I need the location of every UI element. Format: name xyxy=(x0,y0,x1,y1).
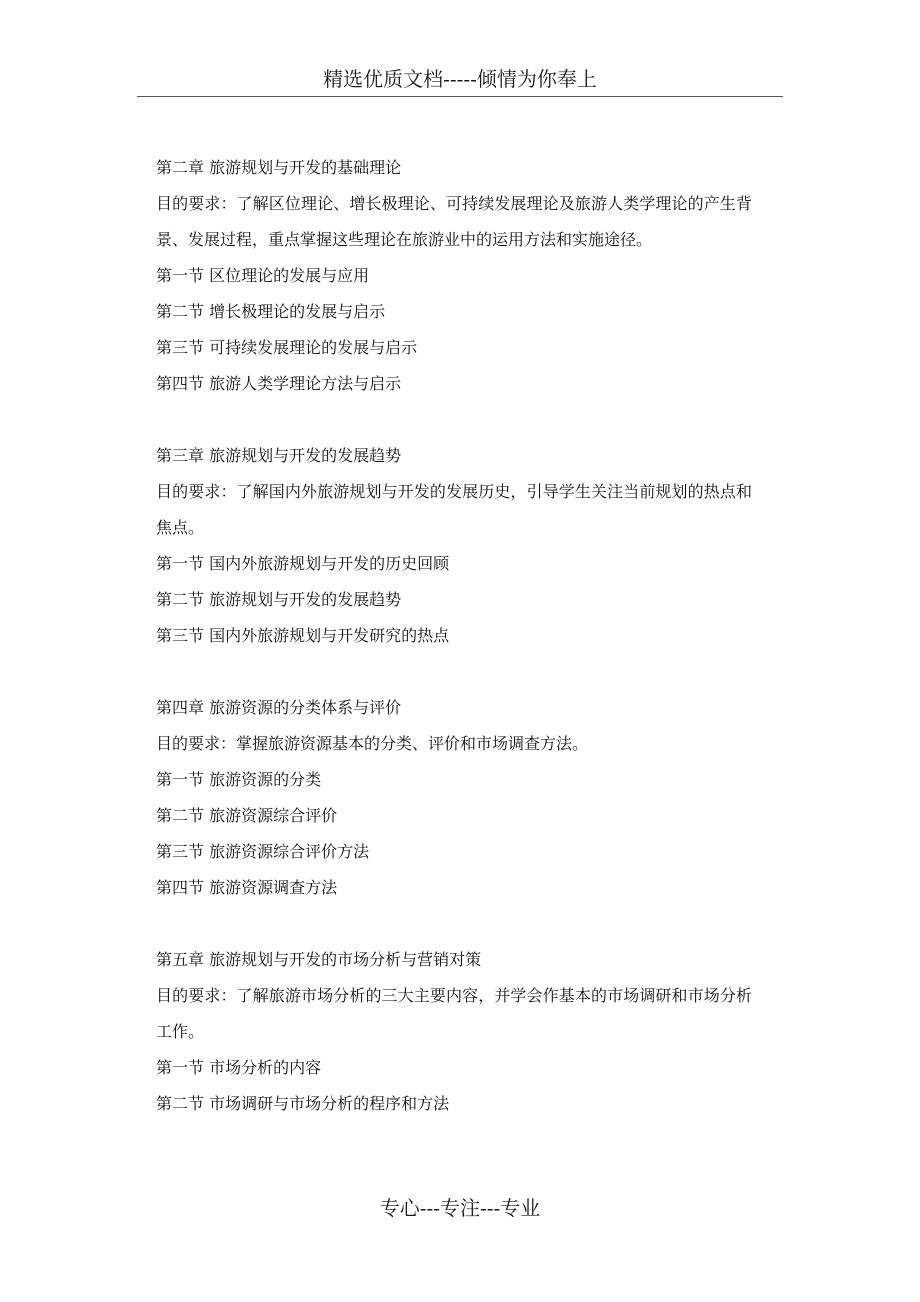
section-item: 第二节 市场调研与市场分析的程序和方法 xyxy=(156,1094,450,1113)
section-item: 第二节 旅游规划与开发的发展趋势 xyxy=(156,590,402,609)
chapter-4 xyxy=(156,690,756,906)
section-item: 第三节 可持续发展理论的发展与启示 xyxy=(156,338,418,357)
page-header xyxy=(137,62,783,97)
section-item: 第二节 旅游资源综合评价 xyxy=(156,806,338,825)
chapter-3 xyxy=(156,438,756,654)
document-body xyxy=(156,150,756,1158)
chapter-title: 第五章 旅游规划与开发的市场分析与营销对策 xyxy=(156,950,482,969)
section-item: 第一节 旅游资源的分类 xyxy=(156,770,322,789)
section-item: 第一节 国内外旅游规划与开发的历史回顾 xyxy=(156,554,450,573)
section-item: 第一节 市场分析的内容 xyxy=(156,1058,322,1077)
chapter-purpose: 目的要求：了解旅游市场分析的三大主要内容，并学会作基本的市场调研和市场分析工作。 xyxy=(156,986,752,1041)
section-item: 第二节 增长极理论的发展与启示 xyxy=(156,302,386,321)
footer-text: 专心---专注---专业 xyxy=(379,1196,541,1220)
section-item: 第三节 旅游资源综合评价方法 xyxy=(156,842,370,861)
page-footer xyxy=(0,1193,920,1223)
chapter-purpose: 目的要求：了解国内外旅游规划与开发的发展历史，引导学生关注当前规划的热点和焦点。 xyxy=(156,482,752,537)
section-item: 第四节 旅游人类学理论方法与启示 xyxy=(156,374,402,393)
chapter-purpose: 目的要求：掌握旅游资源基本的分类、评价和市场调查方法。 xyxy=(156,734,589,753)
section-item: 第一节 区位理论的发展与应用 xyxy=(156,266,370,285)
chapter-title: 第四章 旅游资源的分类体系与评价 xyxy=(156,698,402,717)
chapter-title: 第三章 旅游规划与开发的发展趋势 xyxy=(156,446,402,465)
chapter-5 xyxy=(156,942,756,1122)
section-item: 第四节 旅游资源调查方法 xyxy=(156,878,338,897)
section-item: 第三节 国内外旅游规划与开发研究的热点 xyxy=(156,626,450,645)
chapter-title: 第二章 旅游规划与开发的基础理论 xyxy=(156,158,402,177)
header-text: 精选优质文档-----倾情为你奉上 xyxy=(323,67,597,91)
chapter-purpose: 目的要求：了解区位理论、增长极理论、可持续发展理论及旅游人类学理论的产生背景、发展过程，重点掌握这些理论在旅游业中的运用方法和实施途径。 xyxy=(156,194,752,249)
chapter-2 xyxy=(156,150,756,402)
